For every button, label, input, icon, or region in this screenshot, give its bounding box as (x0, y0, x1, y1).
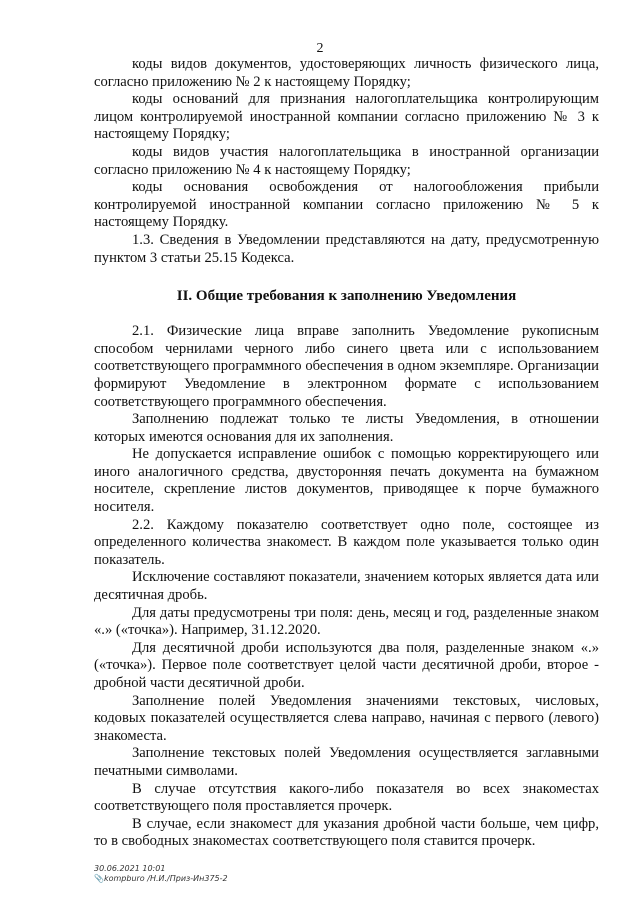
paragraph: 2.2. Каждому показателю соответствует одно поле, состоящее из определенного количества знакомест. В каждом поле указывается только один показатель. (94, 516, 599, 568)
paragraph: Исключение составляют показатели, значением которых является дата или десятичная дробь. (94, 569, 599, 604)
section-title: II. Общие требования к заполнению Уведомления (176, 288, 517, 305)
footer-date: 30.06.2021 10:01 (94, 864, 166, 873)
paragraph: коды видов участия налогоплательщика в иностранной организации согласно приложению № 4 к настоящему Порядку; (94, 143, 599, 178)
paragraph: 2.1. Физические лица вправе заполнить Уведомление рукописным способом чернилами черного либо синего цвета или с использованием соответствующего программного обеспечения в одном экземпляре. Организации формируют Уведомление в электронном формате с использованием соответствующего программного обеспечения. (94, 323, 599, 410)
paragraph: коды оснований для признания налогоплательщика контролирующим лицом контролируемой иностранной компании согласно приложению № 3 к настоящему Порядку; (94, 91, 599, 143)
paragraph: коды видов документов, удостоверяющих личность физического лица, согласно приложению № 2 к настоящему Порядку; (94, 56, 599, 90)
paragraph: В случае отсутствия какого-либо показателя во всех знакоместах соответствующего поля проставляется прочерк. (94, 780, 599, 815)
footer-file-line (94, 874, 228, 884)
page-number: 2 (316, 41, 324, 56)
paragraph: Для десятичной дроби используются два поля, разделенные знаком «.» («точка»). Первое поле соответствует целой части десятичной дроби, второе - дробной части десятичной дроби. (94, 639, 599, 691)
paragraph: Не допускается исправление ошибок с помощью корректирующего или иного аналогичного средства, двусторонняя печать документа на бумажном носителе, скрепление листов документов, приводящее к порче бумажного носителя. (94, 446, 599, 516)
paragraph: Для даты предусмотрены три поля: день, месяц и год, разделенные знаком «.» («точка»). Например, 31.12.2020. (94, 604, 599, 639)
footer-stamp (94, 864, 228, 884)
paragraph: В случае, если знакомест для указания дробной части больше, чем цифр, то в свободных знакоместах соответствующего поля ставится прочерк. (94, 815, 599, 850)
paragraph: Заполнение текстовых полей Уведомления осуществляется заглавными печатными символами. (94, 745, 599, 779)
footer-file: kompburo /Н.И./Приз-Ин375-2 (103, 874, 228, 883)
paragraph: Заполнению подлежат только те листы Уведомления, в отношении которых имеются основания для их заполнения. (94, 411, 599, 445)
paperclip-icon: 📎 (94, 874, 104, 883)
document-body (94, 56, 599, 851)
paragraph: Заполнение полей Уведомления значениями текстовых, числовых, кодовых показателей осуществляется слева направо, начиная с первого (левого) знакоместа. (94, 692, 599, 744)
paragraph: 1.3. Сведения в Уведомлении представляются на дату, предусмотренную пунктом 3 статьи 25.15 Кодекса. (94, 231, 599, 266)
paragraph: коды основания освобождения от налогообложения прибыли контролируемой иностранной компании согласно приложению № 5 к настоящему Порядку. (94, 179, 599, 231)
